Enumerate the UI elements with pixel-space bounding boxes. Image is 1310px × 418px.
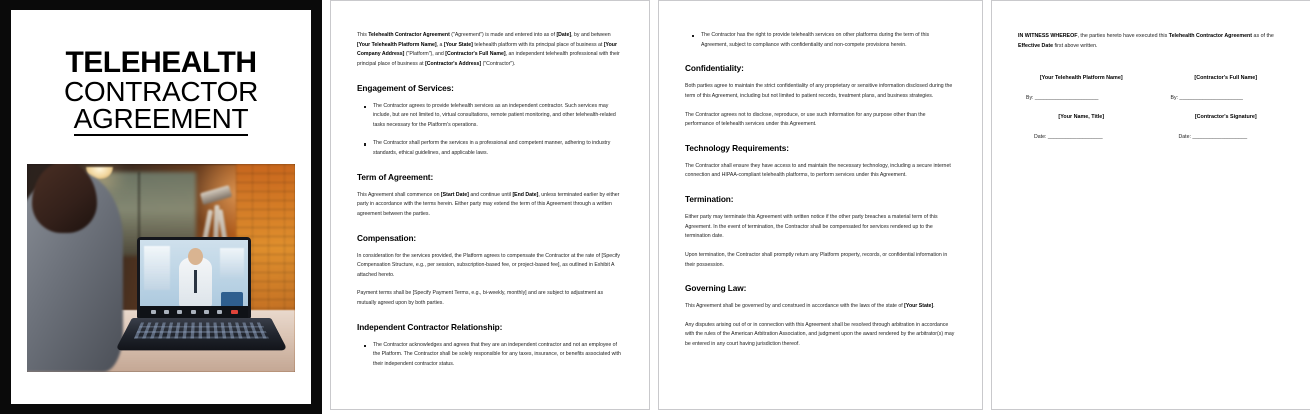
signature-by-line[interactable]: By: ______________________ (1170, 95, 1243, 102)
photo-video-call-toolbar (140, 306, 248, 319)
photo-laptop (132, 237, 271, 353)
intro-text-4: , a (436, 41, 444, 48)
photo-call-icon-chat (204, 310, 209, 314)
page-2 (330, 0, 650, 410)
photo-laptop-screen (140, 240, 248, 319)
governing-paragraph-2: Any disputes arising out of or in connection with this Agreement shall be resolved through arbitration in accordance with the rules of the American Arbitration Association, and judgment upon the award rendered by the arbitrator(s) may be entered in any court having jurisdiction thereof. (685, 321, 955, 347)
intro-text-1: This (357, 32, 369, 38)
compensation-paragraph-2: Payment terms shall be [Specify Payment Terms, e.g., bi-weekly, monthly] and are subject to adjustment as mutually agreed upon by both parties. (357, 290, 604, 306)
page-2-body (331, 1, 649, 409)
heading-termination: Termination: (685, 194, 734, 204)
photo-doctor-head (188, 248, 203, 265)
witness-text-1: , the parties hereto have executed this (1077, 33, 1169, 39)
governing-bold-state: [Your State] (904, 303, 934, 310)
term-text-2: and continue until (468, 191, 513, 198)
signature-grid (1018, 75, 1289, 140)
continued-bullet-list (685, 31, 956, 50)
photo-doctor-stethoscope (194, 270, 197, 294)
photo-laptop-screen-shell (137, 237, 251, 319)
photo-laptop-keyboard (133, 323, 269, 339)
heading-engagement-of-services: Engagement of Services: (357, 82, 454, 93)
intro-text-7: , an independent telehealth professional with their principal place of business at (357, 51, 620, 67)
signature-by-line[interactable]: By: ______________________ (1026, 95, 1099, 102)
signature-column-contractor (1163, 75, 1290, 140)
cover-inner (11, 10, 311, 404)
signature-date-line[interactable]: Date: ___________________ (1178, 134, 1248, 141)
heading-independent-contractor-relationship: Independent Contractor Relationship: (357, 321, 503, 332)
intro-bold-contractor-address: [Contractor's Address] (425, 60, 482, 67)
list-item: The Contractor has the right to provide telehealth services on other platforms during the term of this Agreement, subject to compliance with confidentiality and non-compete provisions herein. (685, 31, 956, 50)
signature-column-platform (1018, 75, 1145, 140)
witness-paragraph (1018, 31, 1289, 51)
photo-clinic-shelf-right (220, 248, 244, 279)
signature-name-title: [Your Name, Title] (1058, 114, 1105, 121)
heading-technology-requirements: Technology Requirements: (685, 142, 789, 153)
intro-text-6: ("Platform"), and (404, 51, 446, 58)
engagement-bullet-list (357, 102, 623, 159)
page-3 (658, 0, 983, 410)
photo-call-icon-more (217, 310, 222, 314)
photo-call-icon-share (177, 310, 182, 314)
heading-confidentiality: Confidentiality: (685, 63, 744, 74)
witness-bold-effective-date: Effective Date (1018, 43, 1054, 50)
term-bold-start-date: [Start Date] (440, 191, 469, 198)
page-4-body (992, 1, 1310, 409)
witness-text-2: as of the (1252, 33, 1274, 39)
photo-laptop-base (115, 318, 288, 350)
photo-call-icon-mic (151, 310, 156, 314)
heading-term-of-agreement: Term of Agreement: (357, 171, 434, 182)
cover-photo-telehealth-call (27, 164, 295, 372)
intro-text-5: telehealth platform with its principal place of business at (472, 41, 604, 48)
witness-bold-agreement-name: Telehealth Contractor Agreement (1168, 33, 1253, 39)
cover-title-line-1: TELEHEALTH (65, 46, 257, 79)
termination-paragraph-2: Upon termination, the Contractor shall promptly return any Platform property, records, or confidential information in their possession. (685, 251, 948, 268)
page-cover (0, 0, 322, 414)
term-paragraph (357, 191, 623, 220)
intro-bold-company-address: [Your Company Address] (357, 41, 617, 58)
witness-bold-in-witness-whereof: IN WITNESS WHEREOF (1018, 33, 1078, 39)
photo-call-icon-camera (164, 310, 169, 314)
independent-bullet-list (357, 341, 623, 370)
intro-bold-date: [Date] (556, 32, 572, 38)
list-item: The Contractor acknowledges and agrees that they are an independent contractor and not an employee of the Platform. The Contractor shall be solely responsible for any taxes, insurance, or benefits associated with their independent contractor status. (357, 341, 623, 370)
intro-text-8: ("Contractor"). (481, 60, 516, 67)
governing-text-2: . (933, 303, 935, 310)
signature-name-title: [Contractor's Signature] (1194, 114, 1257, 121)
witness-text-3: first above written. (1053, 43, 1098, 50)
photo-call-icon-participants (191, 310, 196, 314)
list-item: The Contractor agrees to provide telehealth services as an independent contractor. Such services may include, but are not limited to, virtual consultations, remote patient monitoring, and other telehealth-related tasks necessary for the Platform's operations. (357, 102, 623, 131)
cover-title-line-3: AGREEMENT (73, 103, 249, 135)
heading-governing-law: Governing Law: (685, 283, 747, 294)
photo-call-icon-end-call (231, 310, 238, 314)
intro-text-2: ("Agreement") is made and entered into as of (449, 32, 557, 38)
intro-paragraph (357, 31, 623, 70)
confidentiality-paragraph-2: The Contractor agrees not to disclose, reproduce, or use such information for any purpose other than the performance of telehealth services under this Agreement. (685, 111, 926, 128)
signature-party-name: [Your Telehealth Platform Name] (1039, 75, 1123, 82)
signature-party-name: [Contractor's Full Name] (1194, 75, 1258, 82)
governing-text-1: This Agreement shall be governed by and construed in accordance with the laws of the state of (685, 303, 905, 310)
cover-title-block (29, 48, 293, 136)
term-bold-end-date: [End Date] (512, 191, 539, 198)
governing-paragraph-1 (685, 302, 956, 312)
technology-paragraph-1: The Contractor shall ensure they have access to and maintain the necessary technology, including a secure internet connection and HIPAA-compliant telehealth platforms, to perform services under this Agreement. (685, 162, 951, 179)
signature-date-line[interactable]: Date: ___________________ (1034, 134, 1103, 141)
page-3-body (659, 1, 982, 409)
photo-clinic-shelf-left (144, 246, 170, 290)
confidentiality-paragraph-1: Both parties agree to maintain the strict confidentiality of any proprietary or sensitive information disclosed during the term of this Agreement, including but not limited to patient records, treatment plans, and business strategies. (685, 83, 953, 99)
intro-bold-state: [Your State] (443, 41, 473, 48)
intro-bold-platform-name: [Your Telehealth Platform Name] (357, 41, 437, 48)
intro-text-3: , by and between (571, 32, 611, 38)
list-item: The Contractor shall perform the services in a professional and competent manner, adhering to industry standards, ethical guidelines, and applicable laws. (357, 139, 623, 158)
intro-bold-contractor-name: [Contractor's Full Name] (445, 51, 506, 58)
termination-paragraph-1: Either party may terminate this Agreement with written notice if the other party breaches a material term of this Agreement. In the event of termination, the Contractor shall be compensated for services rendered up to the termination date. (685, 214, 938, 240)
term-text-3: , unless terminated earlier by either party in accordance with the terms herein. Either party may extend the term of this Agreement through a written agreement between the parties. (357, 191, 620, 217)
intro-bold-agreement-name: Telehealth Contractor Agreement (368, 32, 450, 38)
cover-title-line-2: CONTRACTOR (63, 75, 259, 107)
photo-person-head (32, 164, 96, 233)
page-4 (991, 0, 1310, 410)
term-text-1: This Agreement shall commence on (357, 191, 441, 198)
heading-compensation: Compensation: (357, 232, 417, 243)
compensation-paragraph-1: In consideration for the services provided, the Platform agrees to compensate the Contractor at the rate of [Specify Compensation Structure, e.g., per session, subscription-based fee, or project-based fee], as outlined in Exhibit A attached hereto. (357, 252, 620, 278)
